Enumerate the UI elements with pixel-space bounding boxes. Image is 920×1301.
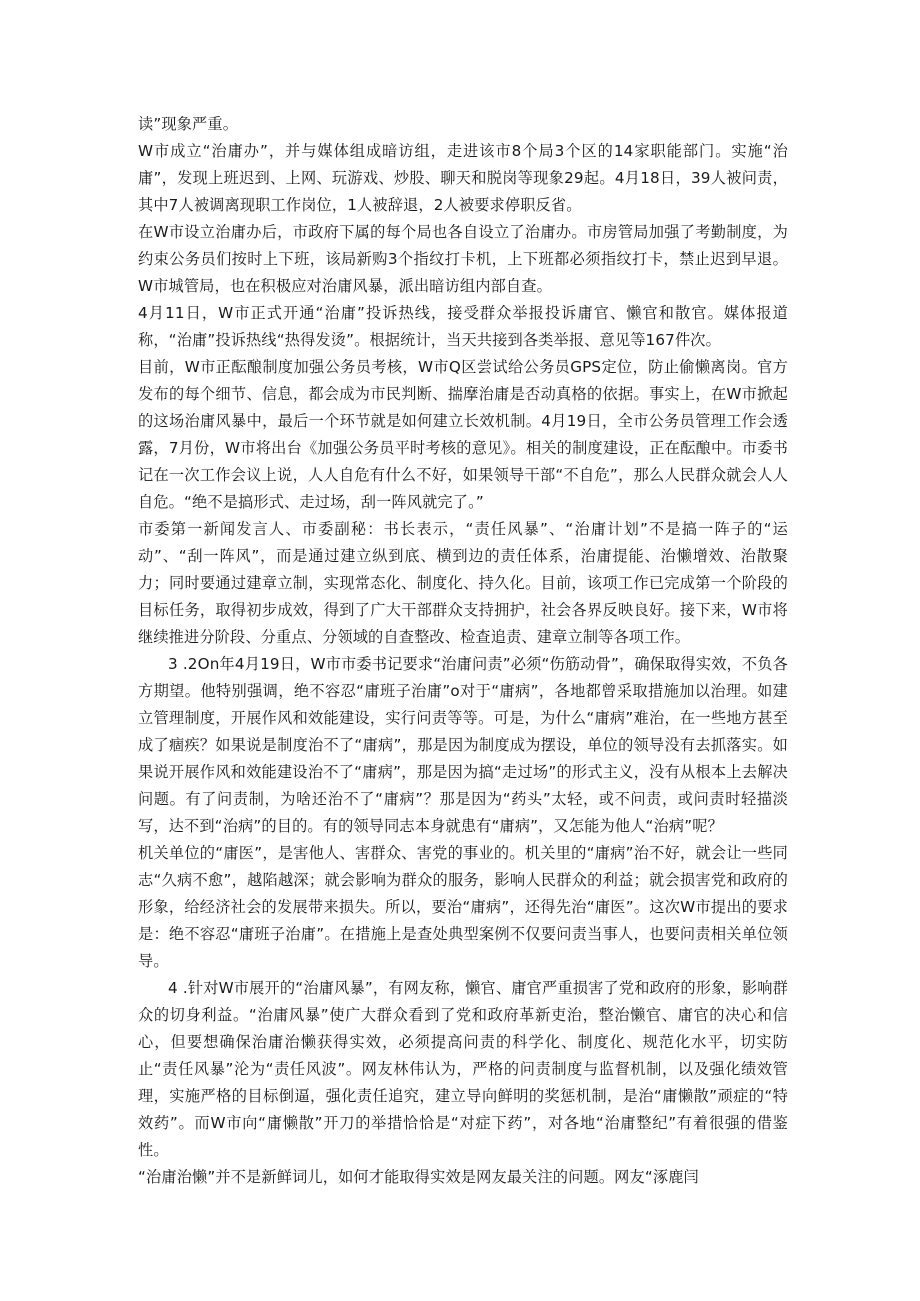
paragraph-3: 在W市设立治庸办后，市政府下属的每个局也各自设立了治庸办。市房管局加强了考勤制度，为约束公务员们按时上下班，该局新购3个指纹打卡机，上下班都必须指纹打卡，禁止迟到早退。W市城管局，也在积极应对治庸风暴，派出暗访组内部自查。 <box>138 223 788 295</box>
paragraph-7: 3 .2On年4月19日，W市市委书记要求“治庸问责”必须“伤筋动骨”，确保取得实效，不负各方期望。他特别强调，绝不容忍“庸班子治庸”o对于“庸病”，各地都曾采取措施加以治理。如建立管理制度，开展作风和效能建设，实行问责等等。可是，为什么“庸病”难治，在一些地方甚至成了痼疾？如果说是制度治不了“庸病”，那是因为制度成为摆设，单位的领导没有去抓落实。如果说开展作风和效能建设治不了“庸病”，那是因为搞“走过场”的形式主义，没有从根本上去解决问题。有了问责制，为啥还治不了“庸病”？那是因为“药头”太轻，或不问责，或问责时轻描淡写，达不到“治病”的目的。有的领导同志本身就患有“庸病”，又怎能为他人“治病”呢？ <box>138 655 788 835</box>
paragraph-5: 目前，W市正酝酿制度加强公务员考核，W市Q区尝试给公务员GPS定位，防止偷懒离岗。官方发布的每个细节、信息，都会成为市民判断、揣摩治庸是否动真格的依据。事实上，在W市掀起的这场治庸风暴中，最后一个环节就是如何建立长效机制。4月19日，全市公务员管理工作会透露，7月份，W市将出台《加强公务员平时考核的意见》。相关的制度建设，正在酝酿中。市委书记在一次工作会议上说，人人自危有什么不好，如果领导干部“不自危”，那么人民群众就会人人自危。“绝不是搞形式、走过场，刮一阵风就完了。” <box>138 358 788 511</box>
paragraph-4: 4月11日，W市正式开通“治庸”投诉热线，接受群众举报投诉庸官、懒官和散官。媒体报道称，“治庸”投诉热线“热得发烫”。根据统计，当天共接到各类举报、意见等167件次。 <box>138 304 788 349</box>
paragraph-8: 机关单位的“庸医”，是害他人、害群众、害党的事业的。机关里的“庸病”治不好，就会让一些同志“久病不愈”，越陷越深；就会影响为群众的服务，影响人民群众的利益；就会损害党和政府的形象，给经济社会的发展带来损失。所以，要治“庸病”，还得先治“庸医”。这次W市提出的要求是：绝不容忍“庸班子治庸”。在措施上是查处典型案例不仅要问责当事人，也要问责相关单位领导。 <box>138 844 788 970</box>
paragraph-2: W市成立“治庸办”，并与媒体组成暗访组，走进该市8个局3个区的14家职能部门。实施“治庸”，发现上班迟到、上网、玩游戏、炒股、聊天和脱岗等现象29起。4月18日，39人被问责，其中7人被调离现职工作岗位，1人被辞退，2人被要求停职反省。 <box>138 142 788 214</box>
paragraph-10: “治庸治懒”并不是新鲜词儿，如何才能取得实效是网友最关注的问题。网友“涿鹿闫 <box>138 1168 699 1186</box>
document-body <box>138 111 788 1191</box>
paragraph-1: 读”现象严重。 <box>138 115 239 133</box>
paragraph-9: 4 .针对W市展开的“治庸风暴”，有网友称，懒官、庸官严重损害了党和政府的形象，影响群众的切身利益。“治庸风暴”使广大群众看到了党和政府革新吏治，整治懒官、庸官的决心和信心，但要想确保治庸治懒获得实效，必须提高问责的科学化、制度化、规范化水平，切实防止“责任风暴”沦为“责任风波”。网友林伟认为，严格的问责制度与监督机制，以及强化绩效管理，实施严格的目标倒逼，强化责任追究，建立导向鲜明的奖惩机制，是治“庸懒散”顽症的“特效药”。而W市向“庸懒散”开刀的举措恰恰是“对症下药”，对各地“治庸整纪”有着很强的借鉴性。 <box>138 979 788 1159</box>
paragraph-6: 市委第一新闻发言人、市委副秘：书长表示，“责任风暴”、“治庸计划”不是搞一阵子的“运动”、“刮一阵风”，而是通过建立纵到底、横到边的责任体系，治庸提能、治懒增效、治散聚力；同时要通过建章立制，实现常态化、制度化、持久化。目前，该项工作已完成第一个阶段的目标任务，取得初步成效，得到了广大干部群众支持拥护，社会各界反映良好。接下来，W市将继续推进分阶段、分重点、分领域的自查整改、检查追责、建章立制等各项工作。 <box>138 520 788 646</box>
